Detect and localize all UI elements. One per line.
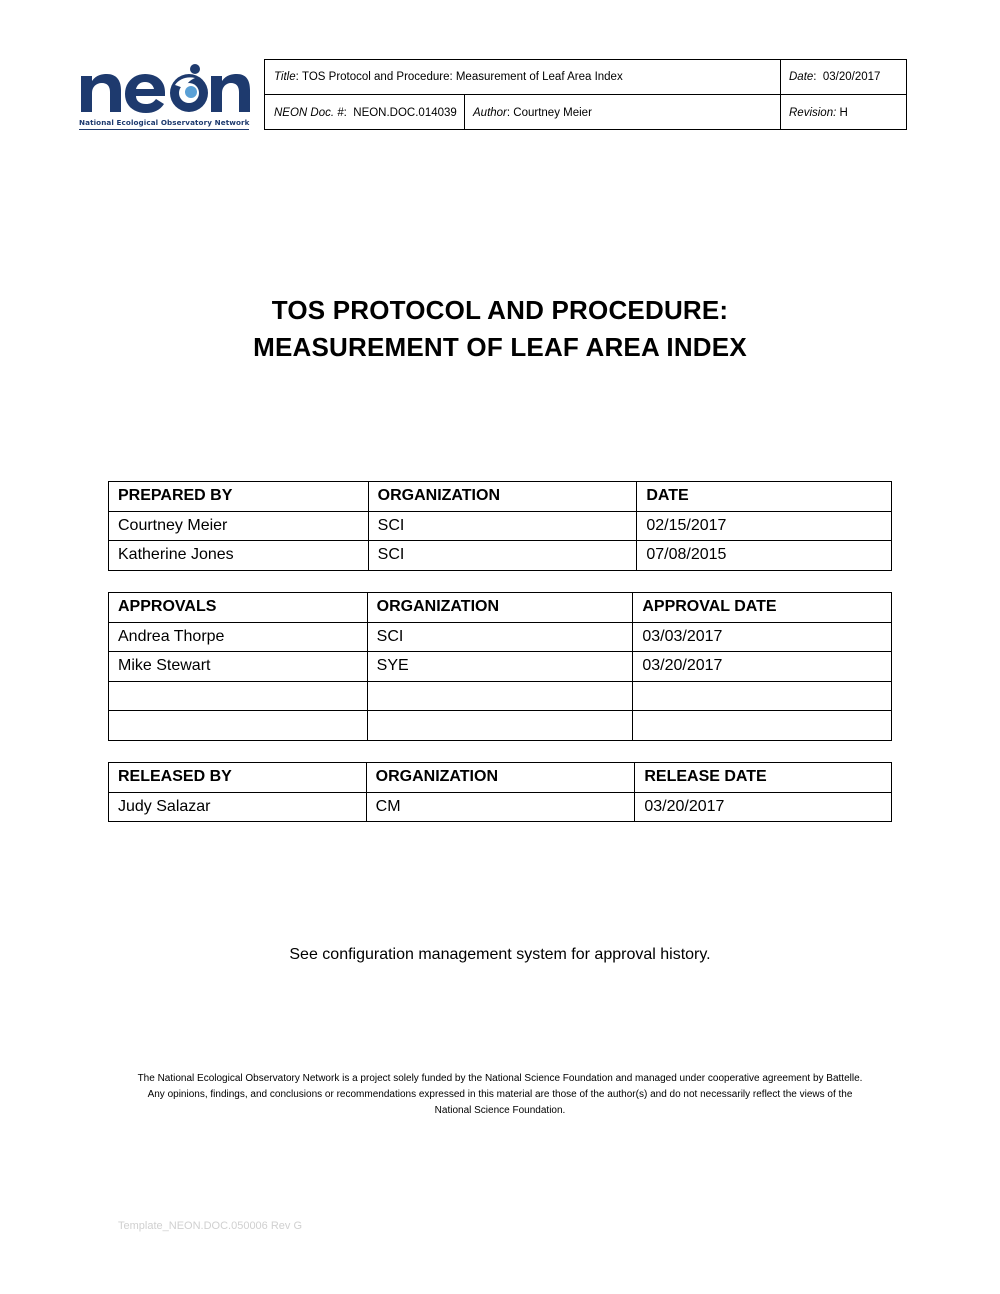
table-row xyxy=(109,541,892,571)
organization-cell: SCI xyxy=(368,511,637,541)
date-cell: 07/08/2015 xyxy=(637,541,892,571)
header-revision-value: H xyxy=(839,106,848,119)
header-revision-label: Revision: xyxy=(789,106,837,119)
table-header-row xyxy=(109,482,892,512)
header-doc-cell: NEON Doc. # : NEON.DOC.014039 xyxy=(274,106,457,119)
header-cell: RELEASED BY xyxy=(109,763,367,793)
header-date-label: Date xyxy=(789,71,814,83)
table-row xyxy=(109,792,892,822)
organization-cell: SYE xyxy=(367,652,633,682)
header-cell: ORGANIZATION xyxy=(367,593,633,623)
organization-cell: SCI xyxy=(367,622,633,652)
organization-cell xyxy=(367,711,633,741)
title-line-2: MEASUREMENT OF LEAF AREA INDEX xyxy=(253,332,747,362)
header-doc-label: NEON Doc. # xyxy=(274,106,344,119)
neon-logo xyxy=(79,62,251,132)
date-cell: 03/03/2017 xyxy=(633,622,892,652)
disclaimer-line: Any opinions, findings, and conclusions or recommendations expressed in this material are those of the author(s) and do not necessarily reflect the views of the xyxy=(147,1089,853,1100)
organization-cell xyxy=(367,681,633,711)
name-cell: Judy Salazar xyxy=(109,792,367,822)
header-cell: PREPARED BY xyxy=(109,482,369,512)
released-by-table xyxy=(108,762,892,822)
name-cell: Courtney Meier xyxy=(109,511,369,541)
table-header-row xyxy=(109,763,892,793)
organization-cell: SCI xyxy=(368,541,637,571)
header-cell: APPROVAL DATE xyxy=(633,593,892,623)
table-row xyxy=(109,511,892,541)
table-row xyxy=(109,711,892,741)
header-date-cell: Date : 03/20/2017 xyxy=(789,71,881,83)
header-title-value: TOS Protocol and Procedure: Measurement of Leaf Area Index xyxy=(302,71,623,83)
header-title-cell: Title : TOS Protocol and Procedure: Measurement of Leaf Area Index xyxy=(274,71,623,83)
logo-underline xyxy=(79,129,249,130)
disclaimer-line: The National Ecological Observatory Network is a project solely funded by the National Science Foundation and managed under cooperative agreement by Battelle. xyxy=(137,1073,863,1084)
date-cell: 03/20/2017 xyxy=(635,792,892,822)
table-row xyxy=(109,652,892,682)
logo-tagline: National Ecological Observatory Network xyxy=(79,118,250,127)
name-cell: Mike Stewart xyxy=(109,652,368,682)
header-doc-value: NEON.DOC.014039 xyxy=(353,106,457,119)
header-cell: RELEASE DATE xyxy=(635,763,892,793)
header-cell: APPROVALS xyxy=(109,593,368,623)
name-cell: Katherine Jones xyxy=(109,541,369,571)
document-header-table xyxy=(264,59,907,130)
prepared-by-table xyxy=(108,481,892,571)
date-cell: 03/20/2017 xyxy=(633,652,892,682)
header-cell: ORGANIZATION xyxy=(366,763,635,793)
header-cell: DATE xyxy=(637,482,892,512)
header-author-label: Author xyxy=(473,106,507,119)
header-title-label: Title xyxy=(274,71,296,83)
header-author-value: Courtney Meier xyxy=(513,106,592,119)
neon-wordmark-icon xyxy=(79,62,251,114)
organization-cell: CM xyxy=(366,792,635,822)
header-row-title xyxy=(265,60,906,95)
name-cell xyxy=(109,681,368,711)
funding-disclaimer xyxy=(110,1071,890,1119)
approvals-table xyxy=(108,592,892,741)
header-row-meta xyxy=(265,95,906,130)
name-cell: Andrea Thorpe xyxy=(109,622,368,652)
table-header-row xyxy=(109,593,892,623)
header-revision-cell xyxy=(780,95,907,130)
table-row xyxy=(109,681,892,711)
date-cell xyxy=(633,711,892,741)
approval-history-note: See configuration management system for approval history. xyxy=(289,946,711,963)
header-author-cell: Author : Courtney Meier xyxy=(473,106,592,119)
template-id: Template_NEON.DOC.050006 Rev G xyxy=(118,1220,303,1232)
page-title xyxy=(0,292,1000,366)
date-cell: 02/15/2017 xyxy=(637,511,892,541)
name-cell xyxy=(109,711,368,741)
header-cell: ORGANIZATION xyxy=(368,482,637,512)
disclaimer-line: National Science Foundation. xyxy=(434,1105,566,1116)
date-cell xyxy=(633,681,892,711)
title-line-1: TOS PROTOCOL AND PROCEDURE: xyxy=(271,295,729,325)
header-date-value: 03/20/2017 xyxy=(822,71,881,83)
table-row xyxy=(109,622,892,652)
